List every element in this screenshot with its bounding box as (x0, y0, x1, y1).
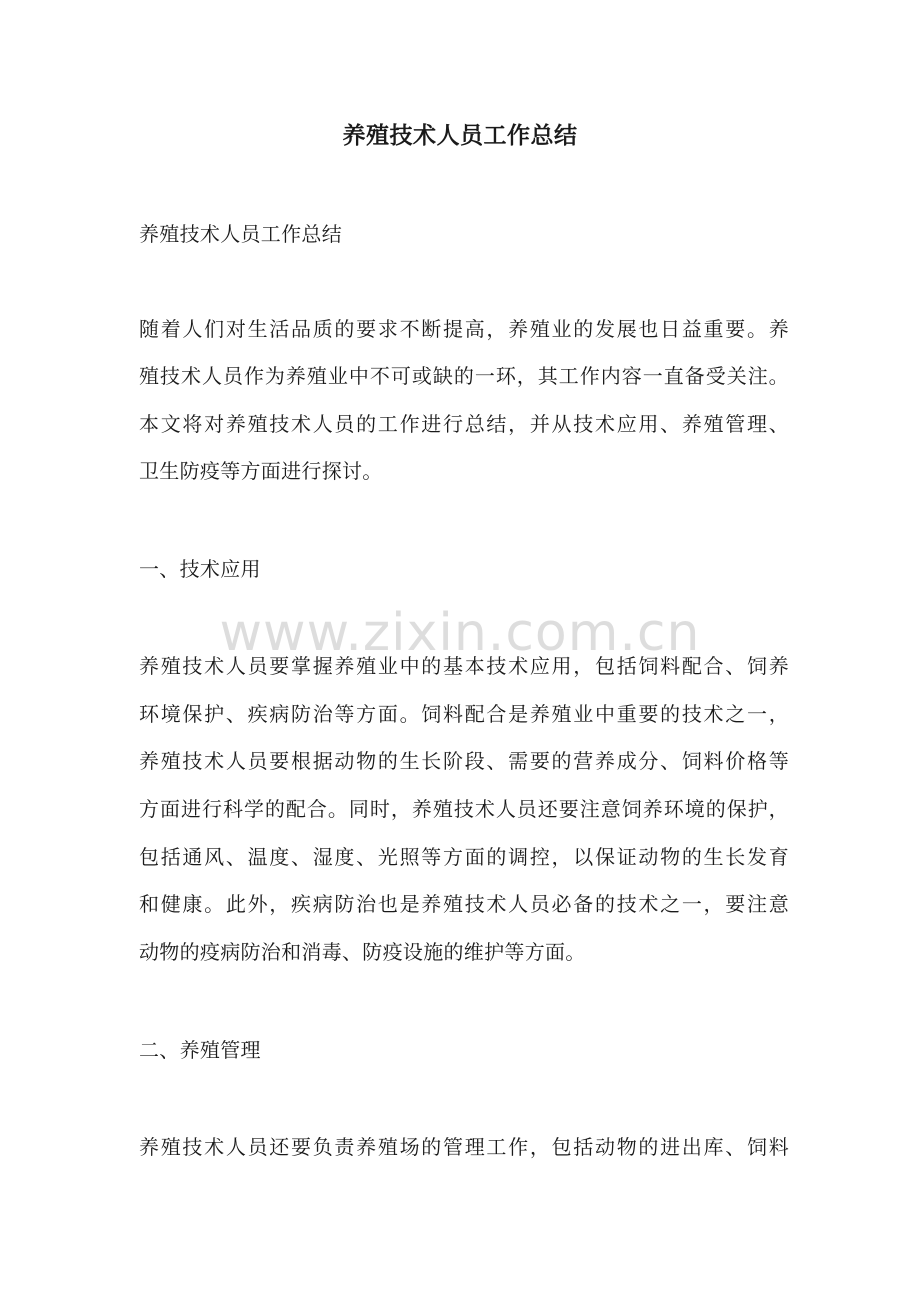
section1-line-6: 和健康。此外，疾病防治也是养殖技术人员必备的技术之一，要注意 (139, 892, 789, 916)
section1-line-3: 养殖技术人员要根据动物的生长阶段、需要的营养成分、饲料价格等 (139, 749, 789, 773)
section1-heading: 一、技术应用 (139, 557, 261, 581)
intro-line-1: 随着人们对生活品质的要求不断提高，养殖业的发展也日益重要。养 (139, 317, 789, 341)
intro-line-3: 本文将对养殖技术人员的工作进行总结，并从技术应用、养殖管理、 (139, 412, 789, 436)
intro-line-4: 卫生防疫等方面进行探讨。 (139, 459, 383, 483)
document-title: 养殖技术人员工作总结 (342, 122, 578, 149)
section2-heading: 二、养殖管理 (139, 1038, 261, 1062)
section1-line-7: 动物的疫病防治和消毒、防疫设施的维护等方面。 (139, 940, 586, 964)
intro-line-2: 殖技术人员作为养殖业中不可或缺的一环，其工作内容一直备受关注。 (139, 364, 789, 388)
watermark: www.zixin.com.cn (219, 603, 701, 663)
document-subtitle: 养殖技术人员工作总结 (139, 222, 342, 246)
section1-line-2: 环境保护、疾病防治等方面。饲料配合是养殖业中重要的技术之一， (139, 702, 789, 726)
section1-line-5: 包括通风、温度、湿度、光照等方面的调控，以保证动物的生长发育 (139, 845, 789, 869)
section1-line-1: 养殖技术人员要掌握养殖业中的基本技术应用，包括饲料配合、饲养 (139, 654, 789, 678)
section2-line-1: 养殖技术人员还要负责养殖场的管理工作，包括动物的进出库、饲料 (139, 1135, 789, 1159)
section1-line-4: 方面进行科学的配合。同时，养殖技术人员还要注意饲养环境的保护， (139, 797, 789, 821)
